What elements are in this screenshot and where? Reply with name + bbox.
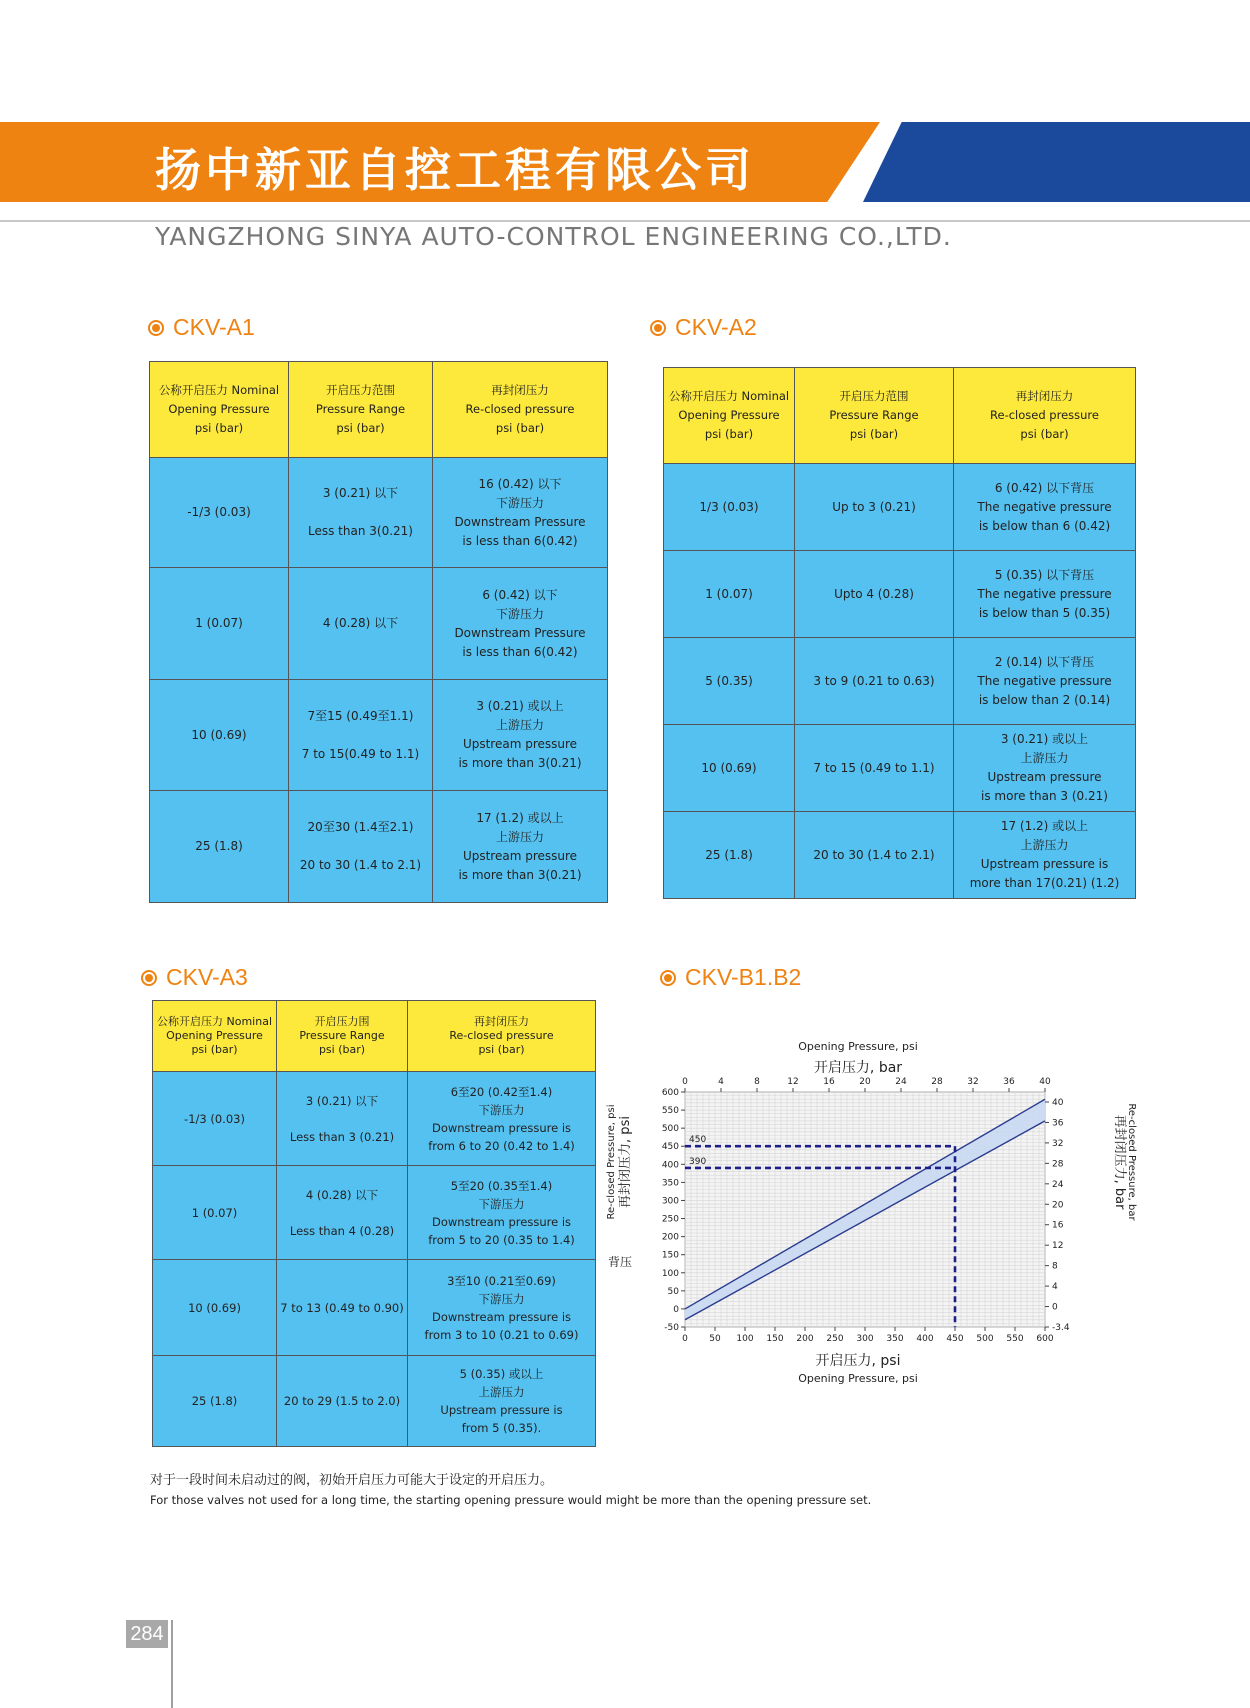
column-header: 开启压力范围 Pressure Range psi (bar) bbox=[289, 362, 433, 458]
section-title-a2: CKV-A2 bbox=[650, 314, 757, 341]
table-row bbox=[153, 1166, 596, 1260]
y-right-tick-label: 32 bbox=[1052, 1138, 1064, 1149]
y-right-tick-label: 16 bbox=[1052, 1220, 1064, 1231]
table-cell: 3 to 9 (0.21 to 0.63) bbox=[795, 638, 954, 725]
table-cell: 1 (0.07) bbox=[150, 568, 289, 680]
x-top-tick-label: 8 bbox=[754, 1077, 760, 1087]
column-header: 再封闭压力 Re-closed pressure psi (bar) bbox=[954, 368, 1136, 464]
table-ckv-a3 bbox=[152, 1000, 596, 1447]
table-row bbox=[664, 464, 1136, 551]
table-cell: 16 (0.42) 以下 下游压力 Downstream Pressure is less than 6(0.42) bbox=[433, 458, 608, 568]
y-right-tick-label: 8 bbox=[1052, 1261, 1058, 1272]
page-margin-line bbox=[171, 1620, 173, 1708]
column-header: 开启压力范围 Pressure Range psi (bar) bbox=[795, 368, 954, 464]
reference-label: 390 bbox=[689, 1156, 707, 1167]
x-tick-label: 150 bbox=[766, 1334, 784, 1344]
table-ckv-a2 bbox=[663, 367, 1136, 899]
table-row bbox=[153, 1072, 596, 1166]
table-cell: 5 (0.35) bbox=[664, 638, 795, 725]
x-tick-label: 300 bbox=[856, 1334, 874, 1344]
company-name-en: YANGZHONG SINYA AUTO-CONTROL ENGINEERING CO.,LTD. bbox=[155, 222, 952, 251]
x-tick-label: 600 bbox=[1036, 1334, 1054, 1344]
table-cell: 25 (1.8) bbox=[664, 812, 795, 899]
y-tick-label: 600 bbox=[661, 1088, 679, 1098]
column-header: 再封闭压力 Re-closed pressure psi (bar) bbox=[433, 362, 608, 458]
table-ckv-a1 bbox=[149, 361, 608, 903]
bullet-icon bbox=[660, 970, 676, 986]
x-tick-label: 200 bbox=[796, 1334, 814, 1344]
table-cell: 5 (0.35) 或以上 上游压力 Upstream pressure is from 5 (0.35). bbox=[408, 1356, 596, 1447]
y-right-tick-label: 36 bbox=[1052, 1118, 1064, 1129]
y-left-label-en: Re-closed Pressure, psi bbox=[606, 1104, 617, 1220]
table-cell: 17 (1.2) 或以上 上游压力 Upstream pressure is more than 3(0.21) bbox=[433, 791, 608, 903]
table-cell: Up to 3 (0.21) bbox=[795, 464, 954, 551]
table-row bbox=[664, 725, 1136, 812]
x-tick-label: 450 bbox=[946, 1334, 964, 1344]
y-tick-label: 0 bbox=[673, 1304, 679, 1315]
table-row bbox=[153, 1356, 596, 1447]
x-top-tick-label: 32 bbox=[967, 1077, 979, 1087]
x-tick-label: 400 bbox=[916, 1334, 934, 1344]
table-cell: 10 (0.69) bbox=[153, 1260, 277, 1356]
x-top-tick-label: 12 bbox=[787, 1077, 799, 1087]
table-cell: 6至20 (0.42至1.4) 下游压力 Downstream pressure is from 6 to 20 (0.42 to 1.4) bbox=[408, 1072, 596, 1166]
y-right-tick-label: 28 bbox=[1052, 1159, 1064, 1170]
column-header: 开启压力围 Pressure Range psi (bar) bbox=[277, 1001, 408, 1072]
y-tick-label: 150 bbox=[661, 1250, 679, 1261]
column-header: 再封闭压力 Re-closed pressure psi (bar) bbox=[408, 1001, 596, 1072]
table-row bbox=[150, 791, 608, 903]
table-cell: 3 (0.21) 或以上 上游压力 Upstream pressure is more than 3 (0.21) bbox=[954, 725, 1136, 812]
table-cell: 7至15 (0.49至1.1) 7 to 15(0.49 to 1.1) bbox=[289, 680, 433, 791]
back-pressure-label: 背压 bbox=[607, 1255, 633, 1269]
y-tick-label: -50 bbox=[664, 1323, 679, 1333]
table-cell: 3 (0.21) 以下 Less than 3 (0.21) bbox=[277, 1072, 408, 1166]
x-top-tick-label: 0 bbox=[682, 1077, 688, 1087]
x-top-tick-label: 16 bbox=[823, 1077, 835, 1087]
x-tick-label: 550 bbox=[1006, 1334, 1024, 1344]
y-right-tick-label: 4 bbox=[1052, 1282, 1058, 1293]
x-top-tick-label: 28 bbox=[931, 1077, 943, 1087]
y-tick-label: 550 bbox=[661, 1106, 679, 1117]
x-top-tick-label: 20 bbox=[859, 1077, 871, 1087]
section-title-a3: CKV-A3 bbox=[141, 964, 248, 991]
table-cell: Upto 4 (0.28) bbox=[795, 551, 954, 638]
table-cell: 10 (0.69) bbox=[150, 680, 289, 791]
table-row bbox=[153, 1260, 596, 1356]
table-cell: 6 (0.42) 以下背压 The negative pressure is below than 6 (0.42) bbox=[954, 464, 1136, 551]
table-cell: 20 to 29 (1.5 to 2.0) bbox=[277, 1356, 408, 1447]
x-tick-label: 350 bbox=[886, 1334, 904, 1344]
note-en: For those valves not used for a long time, the starting opening pressure would might be more than the opening pressure set. bbox=[150, 1493, 872, 1507]
table-cell: 20至30 (1.4至2.1) 20 to 30 (1.4 to 2.1) bbox=[289, 791, 433, 903]
x-top-label-en: Opening Pressure, psi bbox=[798, 1040, 918, 1053]
x-top-tick-label: 36 bbox=[1003, 1077, 1015, 1087]
table-row bbox=[150, 680, 608, 791]
x-bottom-label-cn: 开启压力, psi bbox=[815, 1353, 901, 1369]
page-number: 284 bbox=[126, 1620, 168, 1648]
y-tick-label: 450 bbox=[661, 1142, 679, 1153]
table-cell: 3至10 (0.21至0.69) 下游压力 Downstream pressure is from 3 to 10 (0.21 to 0.69) bbox=[408, 1260, 596, 1356]
table-cell: -1/3 (0.03) bbox=[150, 458, 289, 568]
y-right-tick-label: 40 bbox=[1052, 1098, 1064, 1108]
header-blue-banner bbox=[863, 122, 1250, 202]
y-right-tick-label: -3.4 bbox=[1052, 1323, 1070, 1333]
table-cell: 1 (0.07) bbox=[153, 1166, 277, 1260]
x-tick-label: 100 bbox=[736, 1334, 754, 1344]
table-cell: 1 (0.07) bbox=[664, 551, 795, 638]
y-tick-label: 350 bbox=[661, 1178, 679, 1189]
x-tick-label: 50 bbox=[709, 1334, 721, 1344]
y-tick-label: 50 bbox=[667, 1286, 679, 1297]
y-right-tick-label: 20 bbox=[1052, 1200, 1064, 1211]
y-tick-label: 500 bbox=[661, 1124, 679, 1135]
table-row bbox=[150, 458, 608, 568]
x-tick-label: 500 bbox=[976, 1334, 994, 1344]
y-right-label-en: Re-closed Pressure, bar bbox=[1126, 1103, 1137, 1221]
table-cell: 17 (1.2) 或以上 上游压力 Upstream pressure is more than 17(0.21) (1.2) bbox=[954, 812, 1136, 899]
column-header: 公称开启压力 Nominal Opening Pressure psi (bar) bbox=[150, 362, 289, 458]
column-header: 公称开启压力 Nominal Opening Pressure psi (bar) bbox=[664, 368, 795, 464]
plot-area bbox=[662, 1077, 1070, 1344]
y-tick-label: 250 bbox=[661, 1214, 679, 1225]
table-cell: -1/3 (0.03) bbox=[153, 1072, 277, 1166]
y-tick-label: 200 bbox=[661, 1232, 679, 1243]
table-cell: 20 to 30 (1.4 to 2.1) bbox=[795, 812, 954, 899]
table-cell: 3 (0.21) 或以上 上游压力 Upstream pressure is more than 3(0.21) bbox=[433, 680, 608, 791]
bullet-icon bbox=[650, 320, 666, 336]
section-title-a1: CKV-A1 bbox=[148, 314, 255, 341]
table-cell: 7 to 13 (0.49 to 0.90) bbox=[277, 1260, 408, 1356]
bullet-icon bbox=[148, 320, 164, 336]
y-tick-label: 100 bbox=[661, 1268, 679, 1279]
pressure-chart bbox=[606, 1030, 1140, 1390]
column-header: 公称开启压力 Nominal Opening Pressure psi (bar) bbox=[153, 1001, 277, 1072]
y-tick-label: 300 bbox=[661, 1196, 679, 1207]
y-right-label-cn: 再封闭压力, bar bbox=[1112, 1114, 1127, 1210]
x-tick-label: 0 bbox=[682, 1334, 688, 1344]
table-cell: 5 (0.35) 以下背压 The negative pressure is below than 5 (0.35) bbox=[954, 551, 1136, 638]
table-row bbox=[664, 812, 1136, 899]
x-top-tick-label: 24 bbox=[895, 1077, 907, 1087]
table-cell: 25 (1.8) bbox=[150, 791, 289, 903]
table-cell: 25 (1.8) bbox=[153, 1356, 277, 1447]
table-cell: 2 (0.14) 以下背压 The negative pressure is below than 2 (0.14) bbox=[954, 638, 1136, 725]
table-cell: 6 (0.42) 以下 下游压力 Downstream Pressure is less than 6(0.42) bbox=[433, 568, 608, 680]
table-cell: 5至20 (0.35至1.4) 下游压力 Downstream pressure is from 5 to 20 (0.35 to 1.4) bbox=[408, 1166, 596, 1260]
x-top-tick-label: 40 bbox=[1039, 1077, 1051, 1087]
table-row bbox=[664, 638, 1136, 725]
table-cell: 7 to 15 (0.49 to 1.1) bbox=[795, 725, 954, 812]
y-left-label-cn: 再封闭压力, psi bbox=[618, 1116, 633, 1208]
x-top-label-cn: 开启压力, bar bbox=[813, 1060, 903, 1076]
y-tick-label: 400 bbox=[661, 1160, 679, 1171]
company-name-cn: 扬中新亚自控工程有限公司 bbox=[155, 143, 755, 197]
y-right-tick-label: 0 bbox=[1052, 1302, 1058, 1313]
table-cell: 4 (0.28) 以下 bbox=[289, 568, 433, 680]
bullet-icon bbox=[141, 970, 157, 986]
note-cn: 对于一段时间未启动过的阀，初始开启压力可能大于设定的开启压力。 bbox=[150, 1473, 554, 1488]
x-bottom-label-en: Opening Pressure, psi bbox=[798, 1372, 918, 1385]
y-right-tick-label: 24 bbox=[1052, 1179, 1064, 1190]
y-right-tick-label: 12 bbox=[1052, 1241, 1064, 1252]
reference-label: 450 bbox=[689, 1135, 707, 1146]
x-tick-label: 250 bbox=[826, 1334, 844, 1344]
table-cell: 4 (0.28) 以下 Less than 4 (0.28) bbox=[277, 1166, 408, 1260]
table-row bbox=[150, 568, 608, 680]
table-row bbox=[664, 551, 1136, 638]
table-cell: 3 (0.21) 以下 Less than 3(0.21) bbox=[289, 458, 433, 568]
x-top-tick-label: 4 bbox=[718, 1077, 724, 1087]
table-cell: 1/3 (0.03) bbox=[664, 464, 795, 551]
section-title-b1b2: CKV-B1.B2 bbox=[660, 964, 801, 991]
table-cell: 10 (0.69) bbox=[664, 725, 795, 812]
